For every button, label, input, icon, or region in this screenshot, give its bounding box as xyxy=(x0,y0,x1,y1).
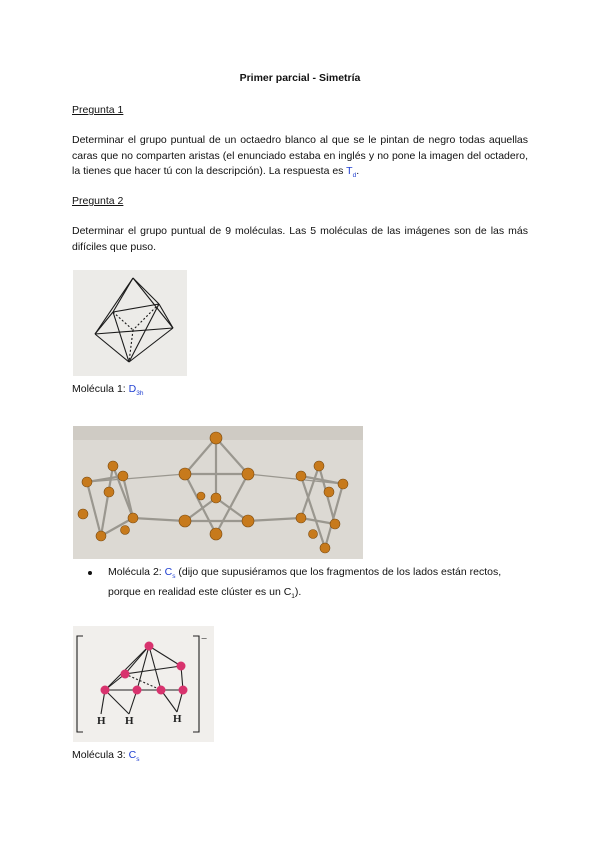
charge-label: − xyxy=(201,633,208,645)
molecule-2-image xyxy=(73,426,363,559)
molecule-1-image xyxy=(73,270,187,376)
hydrogen-label: H xyxy=(173,713,182,725)
question-2-text: Determinar el grupo puntual de 9 moléculas. Las 5 moléculas de las imágenes son de las más difíciles que puso. xyxy=(72,225,528,253)
borane-cluster-drawing xyxy=(73,626,214,742)
question-1-text xyxy=(72,133,528,184)
molecule-3-answer: $C_s$ xyxy=(128,749,140,764)
question-1-answer: $T_d$ xyxy=(346,165,357,180)
question-1-body: Determinar el grupo puntual de un octaedro blanco al que se le pintan de negro todas aquellas caras que no comparten aristas (el enunciado estaba en inglés y no pone la imagen del octadero, la tienes que hacer tú con la descripción). La respuesta es xyxy=(72,134,528,177)
bullet-icon xyxy=(88,571,92,575)
hydrogen-label: H xyxy=(125,715,134,727)
molecule-3-image xyxy=(73,626,214,742)
molecule-1-answer: $D_{3h}$ xyxy=(128,383,144,398)
molecule-1-caption: Molécula 1: $D_{3h}$ xyxy=(72,383,144,398)
question-1-heading: Pregunta 1 xyxy=(72,104,124,116)
molecule-3-caption: Molécula 3: $C_s$ xyxy=(72,749,140,764)
octahedron-wireframe-drawing xyxy=(73,270,187,376)
page-title: Primer parcial - Simetría xyxy=(239,72,361,84)
molecule-2-answer: $C_s$ xyxy=(164,566,176,581)
cluster-model-drawing xyxy=(73,426,363,559)
question-2-heading: Pregunta 2 xyxy=(72,195,124,207)
molecule-2-bullet xyxy=(88,565,528,604)
molecule-2-caption: Molécula 2: $C_s$ (dijo que supusiéramos que los fragmentos de los lados están rectos, porque en realidad este clúster es un $C_1$). xyxy=(108,566,502,600)
question-1-tail: . xyxy=(356,165,360,177)
hydrogen-label: H xyxy=(97,715,106,727)
